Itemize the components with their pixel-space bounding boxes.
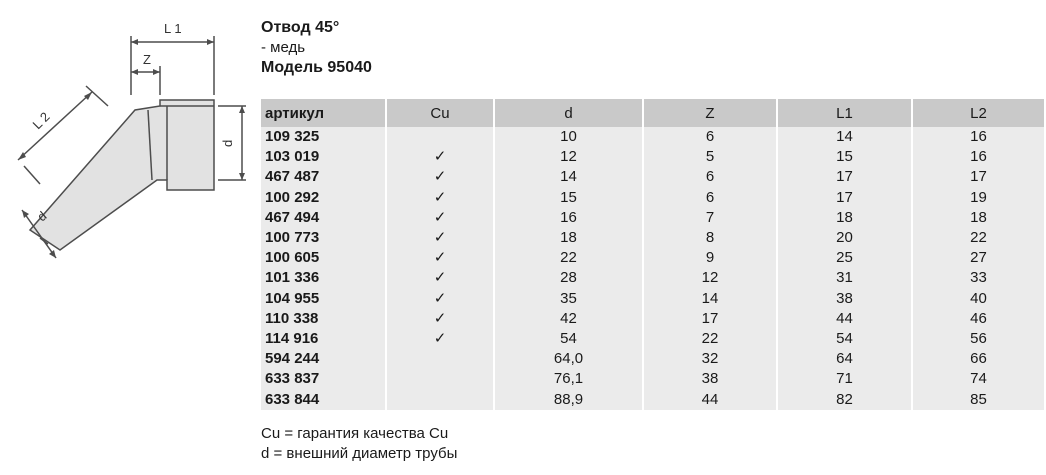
cell-art: 114 916 (261, 329, 385, 349)
cell-l1: 15 (776, 147, 911, 167)
label-l2: L 2 (29, 109, 53, 133)
cell-art: 109 325 (261, 127, 385, 147)
table-row (261, 248, 1044, 268)
product-title: Отвод 45° (261, 19, 340, 36)
cell-art: 633 844 (261, 389, 385, 409)
table-row (261, 369, 1044, 389)
cell-z: 6 (642, 127, 776, 147)
cell-cu: ✓ (385, 188, 493, 208)
cell-l2: 74 (911, 369, 1044, 389)
cell-cu: ✓ (385, 309, 493, 329)
cell-z: 22 (642, 329, 776, 349)
cell-cu (385, 349, 493, 369)
cell-d: 42 (493, 309, 642, 329)
cell-d: 28 (493, 268, 642, 288)
cell-z: 6 (642, 167, 776, 187)
elbow-45-diagram (0, 0, 255, 300)
table-row (261, 228, 1044, 248)
cell-d: 16 (493, 208, 642, 228)
fitting-outline (30, 100, 214, 250)
cell-art: 101 336 (261, 268, 385, 288)
table-row (261, 208, 1044, 228)
cell-l2: 27 (911, 248, 1044, 268)
cell-l1: 44 (776, 309, 911, 329)
cell-art: 103 019 (261, 147, 385, 167)
cell-z: 6 (642, 188, 776, 208)
cell-cu (385, 369, 493, 389)
cell-d: 88,9 (493, 389, 642, 409)
cell-z: 32 (642, 349, 776, 369)
cell-cu: ✓ (385, 329, 493, 349)
cell-art: 100 773 (261, 228, 385, 248)
col-header-l2: L2 (911, 99, 1044, 127)
cell-l1: 38 (776, 289, 911, 309)
label-d-right: d (220, 139, 235, 147)
cell-d: 18 (493, 228, 642, 248)
table-row (261, 329, 1044, 349)
cell-d: 15 (493, 188, 642, 208)
table-row (261, 289, 1044, 309)
cell-l2: 16 (911, 127, 1044, 147)
cell-cu: ✓ (385, 167, 493, 187)
cell-l1: 25 (776, 248, 911, 268)
cell-l2: 56 (911, 329, 1044, 349)
cell-l1: 20 (776, 228, 911, 248)
spec-body (261, 127, 1044, 410)
product-header (261, 18, 372, 78)
cell-z: 14 (642, 289, 776, 309)
cell-z: 9 (642, 248, 776, 268)
cell-d: 76,1 (493, 369, 642, 389)
cell-l1: 18 (776, 208, 911, 228)
spec-table (261, 99, 1044, 410)
cell-d: 14 (493, 167, 642, 187)
cell-l2: 18 (911, 208, 1044, 228)
cell-l1: 31 (776, 268, 911, 288)
cell-cu: ✓ (385, 268, 493, 288)
cell-cu: ✓ (385, 289, 493, 309)
cell-cu: ✓ (385, 147, 493, 167)
cell-l2: 33 (911, 268, 1044, 288)
cell-z: 38 (642, 369, 776, 389)
cell-d: 22 (493, 248, 642, 268)
label-d-left: d (34, 208, 50, 225)
cell-art: 467 487 (261, 167, 385, 187)
note-cu: Cu = гарантия качества Cu (261, 425, 449, 442)
col-header-article: артикул (261, 99, 385, 127)
table-row (261, 268, 1044, 288)
table-row (261, 309, 1044, 329)
footnotes (261, 424, 457, 464)
cell-l2: 40 (911, 289, 1044, 309)
col-header-l1: L1 (776, 99, 911, 127)
cell-z: 7 (642, 208, 776, 228)
cell-l1: 54 (776, 329, 911, 349)
cell-art: 633 837 (261, 369, 385, 389)
product-material: - медь (261, 39, 306, 56)
col-header-z: Z (642, 99, 776, 127)
cell-l2: 46 (911, 309, 1044, 329)
cell-l1: 64 (776, 349, 911, 369)
cell-art: 104 955 (261, 289, 385, 309)
cell-d: 12 (493, 147, 642, 167)
cell-l1: 71 (776, 369, 911, 389)
cell-z: 44 (642, 389, 776, 409)
table-row (261, 389, 1044, 409)
cell-art: 100 292 (261, 188, 385, 208)
cell-l2: 85 (911, 389, 1044, 409)
table-row (261, 127, 1044, 147)
cell-cu: ✓ (385, 228, 493, 248)
cell-d: 64,0 (493, 349, 642, 369)
cell-cu (385, 127, 493, 147)
product-model: Модель 95040 (261, 59, 372, 76)
cell-l2: 16 (911, 147, 1044, 167)
col-header-cu: Cu (385, 99, 493, 127)
cell-art: 110 338 (261, 309, 385, 329)
cell-l1: 17 (776, 167, 911, 187)
table-row (261, 167, 1044, 187)
cell-z: 12 (642, 268, 776, 288)
cell-l1: 82 (776, 389, 911, 409)
cell-d: 35 (493, 289, 642, 309)
cell-l2: 66 (911, 349, 1044, 369)
cell-l1: 17 (776, 188, 911, 208)
cell-l2: 22 (911, 228, 1044, 248)
table-row (261, 349, 1044, 369)
col-header-d: d (493, 99, 642, 127)
note-d: d = внешний диаметр трубы (261, 445, 458, 462)
cell-l2: 19 (911, 188, 1044, 208)
cell-d: 54 (493, 329, 642, 349)
table-row (261, 188, 1044, 208)
cell-d: 10 (493, 127, 642, 147)
cell-l1: 14 (776, 127, 911, 147)
cell-art: 467 494 (261, 208, 385, 228)
cell-art: 594 244 (261, 349, 385, 369)
table-row (261, 147, 1044, 167)
spec-header-row (261, 99, 1044, 127)
cell-cu (385, 389, 493, 409)
cell-l2: 17 (911, 167, 1044, 187)
cell-cu: ✓ (385, 208, 493, 228)
label-z: Z (143, 52, 151, 67)
cell-z: 8 (642, 228, 776, 248)
cell-z: 17 (642, 309, 776, 329)
cell-z: 5 (642, 147, 776, 167)
cell-cu: ✓ (385, 248, 493, 268)
label-l1: L 1 (164, 21, 182, 36)
cell-art: 100 605 (261, 248, 385, 268)
